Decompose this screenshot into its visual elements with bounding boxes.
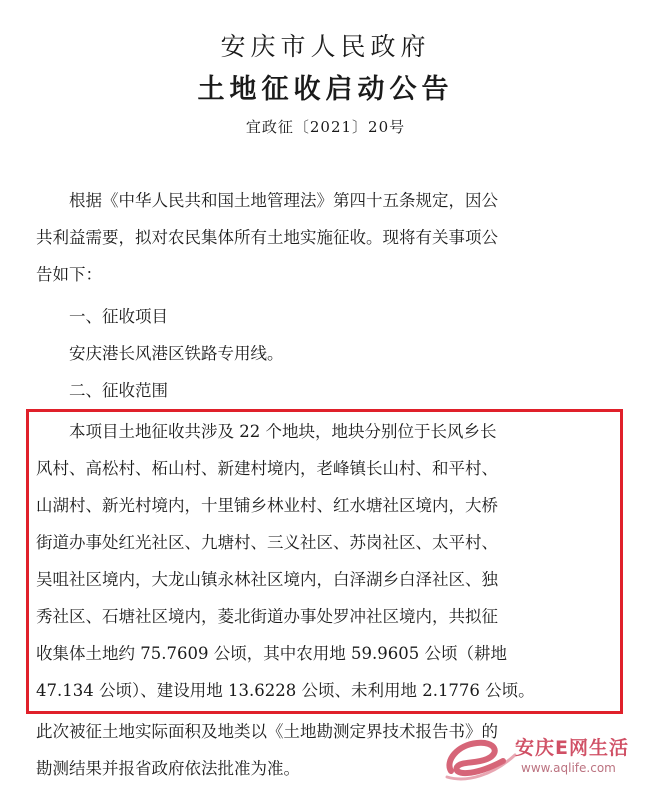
body-line: 47.134 公顷）、建设用地 13.6228 公顷、未利用地 2.1776 公顷。 bbox=[36, 681, 535, 700]
document-number: 宜政征〔2021〕20号 bbox=[245, 118, 406, 136]
body-line: 根据《中华人民共和国土地管理法》第四十五条规定，因公 bbox=[36, 191, 498, 210]
body-line: 山湖村、新光村境内，十里铺乡林业村、红水塘社区境内，大桥 bbox=[36, 496, 498, 515]
highlight-box bbox=[26, 409, 623, 714]
body-line: 收集体土地约 75.7609 公顷，其中农用地 59.9605 公顷（耕地 bbox=[36, 644, 507, 663]
watermark bbox=[443, 727, 643, 787]
watermark-url: www.aqlife.com bbox=[521, 761, 616, 775]
body-line: 共利益需要，拟对农民集体所有土地实施征收。现将有关事项公 bbox=[36, 228, 498, 247]
body-line: 勘测结果并报省政府依法批准为准。 bbox=[36, 759, 300, 778]
e-logo-icon bbox=[443, 731, 517, 783]
body-line: 秀社区、石塘社区境内，菱北街道办事处罗冲社区境内，共拟征 bbox=[36, 607, 498, 626]
body-line: 告如下： bbox=[36, 265, 102, 284]
section-heading: 一、征收项目 bbox=[36, 307, 168, 326]
watermark-brand: 安庆E网生活 bbox=[515, 737, 629, 759]
body-line: 安庆港长风港区铁路专用线。 bbox=[36, 344, 284, 363]
body-line: 街道办事处红光社区、九塘村、三义社区、苏岗社区、太平村、 bbox=[36, 533, 498, 552]
issuing-organization: 安庆市人民政府 bbox=[220, 32, 431, 61]
body-line: 吴咀社区境内，大龙山镇永林社区境内，白泽湖乡白泽社区、独 bbox=[36, 570, 498, 589]
body-line: 本项目土地征收共涉及 22 个地块，地块分别位于长风乡长 bbox=[36, 422, 497, 441]
section-heading: 二、征收范围 bbox=[36, 381, 168, 400]
document-title: 土地征收启动公告 bbox=[197, 74, 454, 105]
body-line: 此次被征土地实际面积及地类以《土地勘测定界技术报告书》的 bbox=[36, 722, 498, 741]
body-line: 风村、高松村、柘山村、新建村境内，老峰镇长山村、和平村、 bbox=[36, 459, 498, 478]
